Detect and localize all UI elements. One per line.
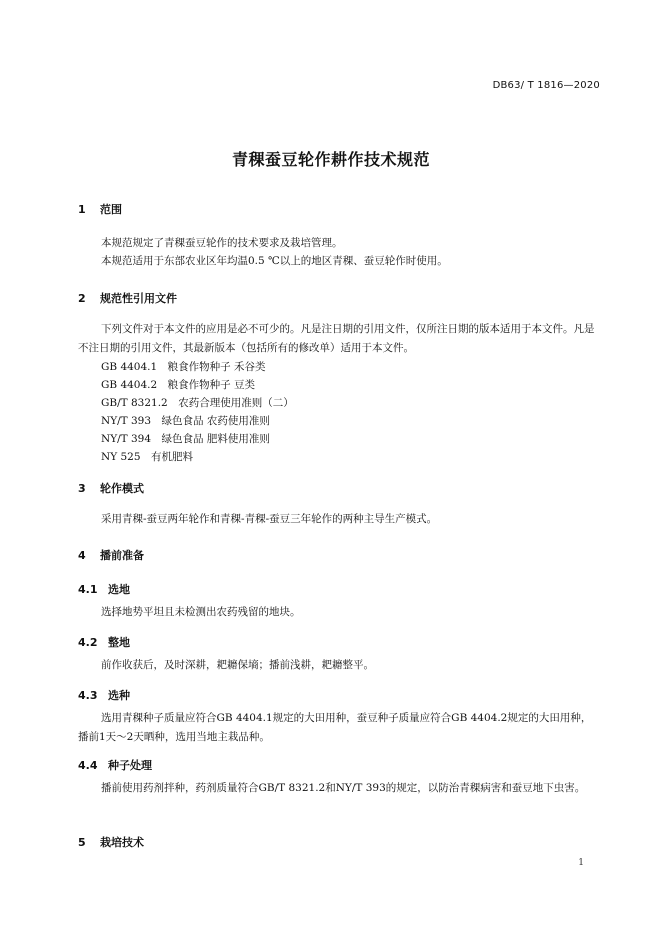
section-4-heading: [78, 547, 144, 563]
subsection-title: 种子处理: [108, 759, 152, 772]
section-number: 3: [78, 482, 86, 495]
paragraph: 本规范适用于东部农业区年均温0.5 ℃以上的地区青稞、蚕豆轮作时使用。: [101, 255, 448, 267]
reference-item: NY/T 393 绿色食品 农药使用准则: [101, 415, 270, 427]
section-2-heading: [78, 290, 177, 306]
paragraph: 本规范规定了青稞蚕豆轮作的技术要求及栽培管理。: [101, 237, 343, 249]
subsection-number: 4.4: [78, 759, 98, 772]
subsection-number: 4.3: [78, 689, 98, 702]
paragraph: 播前使用药剂拌种，药剂质量符合GB/T 8321.2和NY/T 393的规定，以防治青稞病害和蚕豆地下虫害。: [101, 782, 586, 794]
reference-item: NY/T 394 绿色食品 肥料使用准则: [101, 433, 270, 445]
section-number: 5: [78, 836, 86, 849]
reference-item: GB 4404.2 粮食作物种子 豆类: [101, 379, 256, 391]
paragraph: 选用青稞种子质量应符合GB 4404.1规定的大田用种，蚕豆种子质量应符合GB 4404.2规定的大田用种，播前1天～2天晒种，选用当地主栽品种。: [78, 712, 592, 743]
section-number: 1: [78, 203, 86, 216]
section-title: 轮作模式: [100, 482, 144, 495]
section-title: 范围: [100, 203, 122, 216]
subsection-title: 选地: [108, 583, 130, 596]
section-1-heading: [78, 201, 122, 217]
reference-item: GB 4404.1 粮食作物种子 禾谷类: [101, 361, 266, 373]
subsection-title: 选种: [108, 689, 130, 702]
subsection-4-3-heading: [78, 687, 130, 703]
paragraph: 采用青稞-蚕豆两年轮作和青稞-青稞-蚕豆三年轮作的两种主导生产模式。: [101, 513, 438, 525]
subsection-4-1-heading: [78, 581, 130, 597]
subsection-number: 4.2: [78, 636, 98, 649]
paragraph: 选择地势平坦且未检测出农药残留的地块。: [101, 606, 301, 618]
subsection-title: 整地: [108, 636, 130, 649]
reference-item: GB/T 8321.2 农药合理使用准则（二）: [101, 397, 294, 409]
subsection-number: 4.1: [78, 583, 98, 596]
section-5-heading: [78, 834, 144, 850]
subsection-4-2-heading: [78, 634, 130, 650]
section-3-heading: [78, 480, 144, 496]
reference-item: NY 525 有机肥料: [101, 451, 193, 463]
section-number: 4: [78, 549, 86, 562]
standard-code: DB63/ T 1816—2020: [492, 80, 600, 91]
section-title: 播前准备: [100, 549, 144, 562]
paragraph: 前作收获后，及时深耕，耙耱保墒；播前浅耕，耙耱整平。: [101, 659, 374, 671]
section-title: 栽培技术: [100, 836, 144, 849]
paragraph: 下列文件对于本文件的应用是必不可少的。凡是注日期的引用文件，仅所注日期的版本适用于本文件。凡是不注日期的引用文件，其最新版本（包括所有的修改单）适用于本文件。: [78, 323, 595, 354]
page-number: 1: [578, 858, 584, 868]
page-title: 青稞蚕豆轮作耕作技术规范: [231, 150, 430, 169]
subsection-4-4-heading: [78, 757, 152, 773]
section-title: 规范性引用文件: [100, 292, 177, 305]
section-number: 2: [78, 292, 86, 305]
